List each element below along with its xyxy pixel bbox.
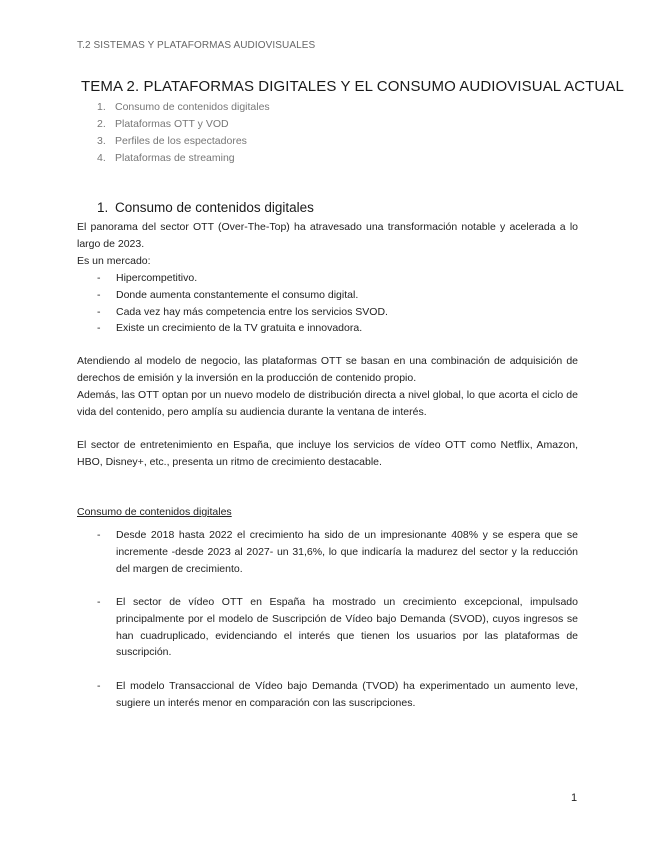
list-item xyxy=(97,287,388,304)
bullet-dash: - xyxy=(97,596,101,608)
bullet-dash: - xyxy=(97,529,101,541)
toc-item-label: Perfiles de los espectadores xyxy=(115,135,247,147)
list-item-text: Donde aumenta constantemente el consumo digital. xyxy=(116,288,359,301)
document-title: TEMA 2. PLATAFORMAS DIGITALES Y EL CONSUMO AUDIOVISUAL ACTUAL xyxy=(81,78,624,95)
list-item xyxy=(97,320,388,337)
bullet-dash: - xyxy=(97,305,101,318)
business-paragraph: Atendiendo al modelo de negocio, las plataformas OTT se basan en una combinación de adquisición de derechos de emisión y la inversión en la producción de contenido propio. xyxy=(77,355,578,384)
toc-item-number: 3. xyxy=(97,135,106,147)
list-item-text: Desde 2018 hasta 2022 el crecimiento ha sido de un impresionante 408% y se espera que se incremente -desde 2023 al 2027- un 31,6%, lo que indicaría la madurez del sector y la reducción del margen de crecimiento. xyxy=(116,529,578,575)
list-item xyxy=(97,594,578,661)
list-item-text: Hipercompetitivo. xyxy=(116,272,198,284)
list-item xyxy=(97,304,388,321)
distribution-paragraph: Además, las OTT optan por un nuevo modelo de distribución directa a nivel global, lo que acorta el ciclo de vida del contenido, pero amplía su audiencia durante la ventana de interés. xyxy=(77,389,578,418)
toc-item-label: Consumo de contenidos digitales xyxy=(115,101,270,113)
bullet-dash: - xyxy=(97,272,101,284)
list-item-text: Existe un crecimiento de la TV gratuita e innovadora. xyxy=(116,322,363,335)
toc-item xyxy=(97,99,270,116)
bullet-dash: - xyxy=(97,322,101,335)
toc-item xyxy=(97,133,270,150)
list-item-text: El modelo Transaccional de Vídeo bajo Demanda (TVOD) ha experimentado un aumento leve, sugiere un interés menor en comparación con las suscripciones. xyxy=(116,680,578,709)
page-header: T.2 SISTEMAS Y PLATAFORMAS AUDIOVISUALES xyxy=(77,40,316,51)
section-title: Consumo de contenidos digitales xyxy=(115,200,314,215)
market-list xyxy=(97,270,388,337)
section-heading xyxy=(97,200,314,215)
toc-item-number: 1. xyxy=(97,101,106,113)
toc-item-label: Plataformas de streaming xyxy=(115,152,235,164)
list-item-text: Cada vez hay más competencia entre los servicios SVOD. xyxy=(116,305,388,318)
bullet-dash: - xyxy=(97,288,101,301)
list-item xyxy=(97,270,388,287)
toc-item-number: 2. xyxy=(97,118,106,130)
toc-item xyxy=(97,116,270,133)
intro-paragraph: El panorama del sector OTT (Over-The-Top) ha atravesado una transformación notable y acelerada a lo largo de 2023. xyxy=(77,221,578,250)
toc-item-label: Plataformas OTT y VOD xyxy=(115,118,229,130)
bullet-dash: - xyxy=(97,680,101,692)
list-item-text: El sector de vídeo OTT en España ha mostrado un crecimiento excepcional, impulsado principalmente por el modelo de Suscripción de Vídeo bajo Demanda (SVOD), cuyos ingresos se han cuadruplicado, evidenciando el interés que tienen los usuarios por las plataformas de suscripción. xyxy=(116,596,578,659)
table-of-contents xyxy=(97,99,270,167)
page-number: 1 xyxy=(571,792,578,804)
toc-item-number: 4. xyxy=(97,152,106,164)
list-item xyxy=(97,678,578,712)
toc-item xyxy=(97,150,270,167)
list-item xyxy=(97,527,578,577)
section-number: 1. xyxy=(97,200,109,215)
subsection-heading: Consumo de contenidos digitales xyxy=(77,506,232,518)
market-lead: Es un mercado: xyxy=(77,255,151,267)
spain-paragraph: El sector de entretenimiento en España, que incluye los servicios de vídeo OTT como Netflix, Amazon, HBO, Disney+, etc., presenta un ritmo de crecimiento destacable. xyxy=(77,439,578,468)
